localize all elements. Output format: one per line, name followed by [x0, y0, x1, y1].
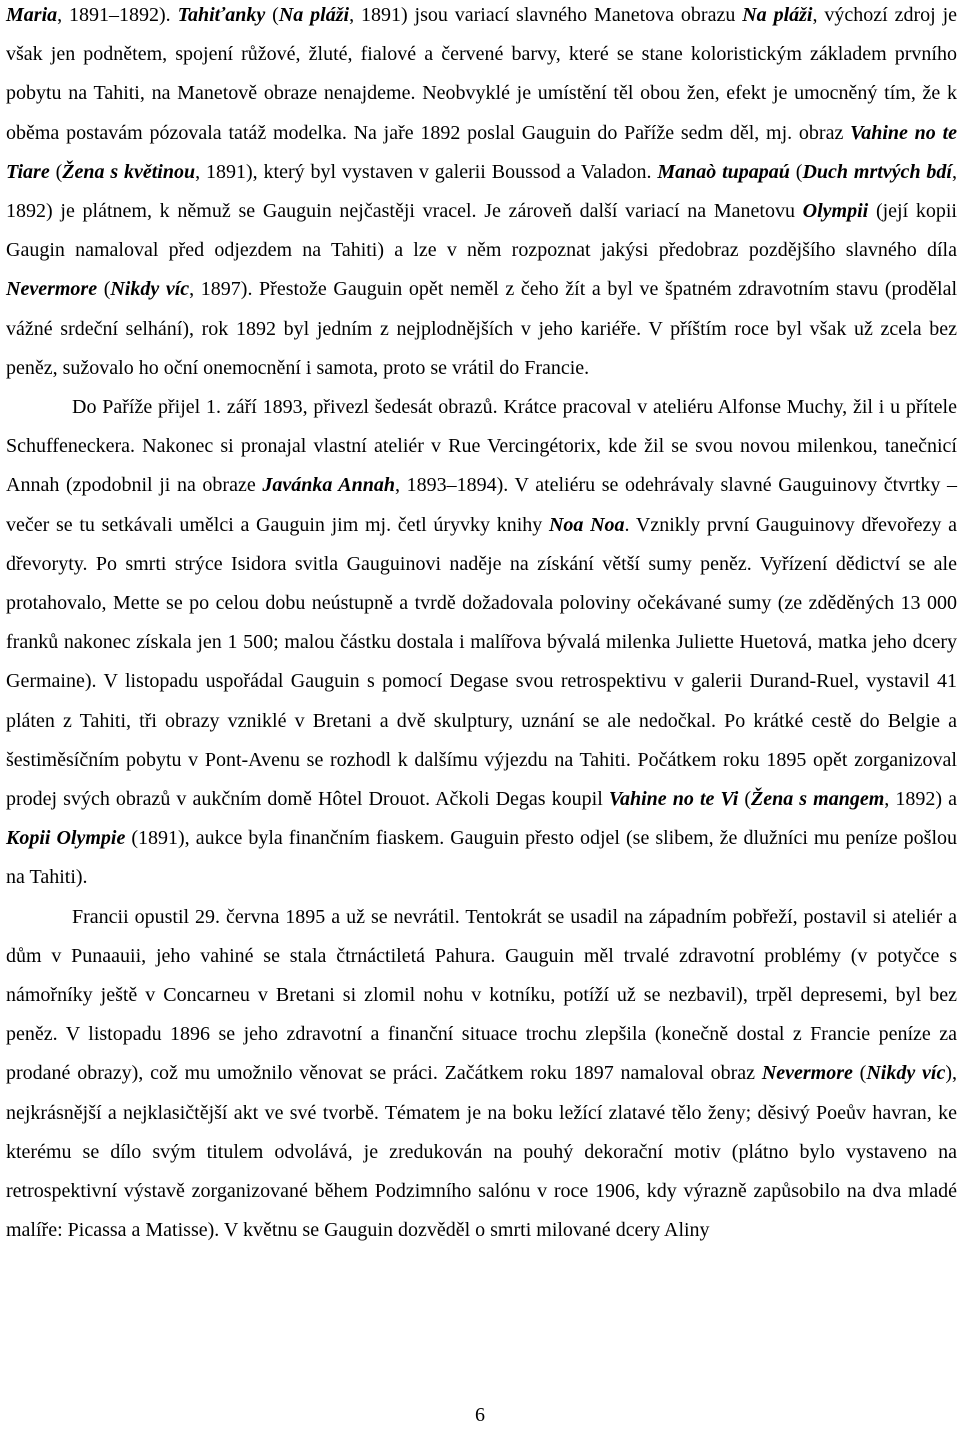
text-run: , výchozí zdroj je však jen podnětem, spojení růžové, žluté, fialové a červené barvy, které se stane koloristickým základem prvního pobytu na Tahiti, na Manetově obraze nenajdeme. Neobvyklé je umístění těl obou žen, efekt je umocněný tím, že k oběma postavám pózovala tatáž modelka. Na jaře 1892 poslal Gauguin do Paříže sedm děl, mj. obraz: [6, 4, 958, 144]
paragraph: [6, 388, 957, 898]
artwork-title: Na pláži: [278, 4, 350, 26]
text-run: , 1893–1894). V ateliéru se odehrávaly slavné Gauguinovy čtvrtky – večer se tu setkávali umělci a Gauguin jim mj. četl úryvky knihy: [6, 474, 957, 536]
artwork-title: Žena s květinou: [62, 160, 196, 183]
artwork-title: Nikdy víc: [110, 278, 190, 301]
text-run: Do Paříže přijel 1. září 1893, přivezl šedesát obrazů. Krátce pracoval v ateliéru Alfonse Muchy, žil i u přítele Schuffeneckera. Nakonec si pronajal vlastní ateliér v Rue Vercingétorix, kde žil se svou novou milenkou, tanečnicí Annah (zpodobnil ji na obraze: [6, 396, 957, 497]
text-run: ), nejkrásnější a nejklasičtější akt ve své tvorbě. Tématem je na boku ležící zlatavé tělo ženy; děsivý Poeův havran, ke kterému se dílo svým titulem odvolává, je zredukován na pouhý dekorační motiv (plátno bylo vystaveno na retrospektivní výstavě zorganizované během Podzimního salónu v roce 1906, kdy výrazně zapůsobilo na dva mladé malíře: Picassa a Matisse). V květnu se Gauguin dozvěděl o smrti milované dcery Aliny: [6, 1062, 957, 1242]
text-run: (: [49, 160, 63, 183]
text-run: (její kopii Gaugin namaloval před odjezdem na Tahiti) a lze v něm rozpoznat jakýsi předobraz pozdějšího slavného díla: [6, 200, 957, 262]
text-run: (: [738, 788, 751, 811]
artwork-title: Manaò tupapaú: [657, 160, 790, 183]
text-run: (: [97, 278, 111, 301]
text-run: , 1897). Přestože Gauguin opět neměl z čeho žít a byl ve špatném zdravotním stavu (prodělal vážné srdeční selhání), rok 1892 byl jedním z nejplodnějších v jeho kariéře. V příštím roce byl však už zcela bez peněz, sužovalo ho oční onemocnění i samota, proto se vrátil do Francie.: [6, 278, 958, 379]
artwork-title: Maria: [6, 4, 58, 26]
text-run: , 1891) jsou variací slavného Manetova obrazu: [349, 4, 743, 26]
artwork-title: Žena s mangem: [751, 788, 885, 811]
artwork-title: Olympii: [802, 200, 869, 223]
text-run: , 1891), který byl vystaven v galerii Boussod a Valadon.: [195, 160, 658, 183]
text-run: (: [852, 1062, 867, 1085]
artwork-title: Vahine no te Vi: [608, 788, 739, 811]
artwork-title: Duch mrtvých bdí: [802, 160, 952, 183]
text-run: . Vznikly první Gauguinovy dřevořezy a dřevoryty. Po smrti strýce Isidora svitla Gauguinovi naděje na získání větší sumy peněz. Vyřízení dědictví se ale protahovalo, Mette se po celou dobu neústupně a tvrdě dožadovala poloviny očekávané sumy (ze zděděných 13 000 franků nakonec získala jen 1 500; malou částku dostala i malířova bývalá milenka Juliette Huetová, matka jeho dcery Germaine). V listopadu uspořádal Gauguin s pomocí Degase svou retrospektivu v galerii Durand-Ruel, vystavil 41 pláten z Tahiti, tři obrazy vzniklé v Bretani a dvě skulptury, uznání se ale nedočkal. Po krátké cestě do Belgie a šestiměsíčním pobytu v Pont-Avenu se rozhodl k dalšímu výjezdu na Tahiti. Počátkem roku 1895 opět zorganizoval prodej svých obrazů v aukčním domě Hôtel Drouot. Ačkoli Degas koupil: [6, 513, 958, 811]
artwork-title: Nevermore: [6, 278, 98, 301]
body-text: [6, 0, 957, 1251]
artwork-title: Javánka Annah: [262, 474, 395, 497]
text-run: (: [789, 160, 803, 183]
artwork-title: Nevermore: [761, 1062, 853, 1085]
text-run: , 1892) je plátnem, k němuž se Gauguin nejčastěji vracel. Je zároveň další variací na Manetovu: [6, 160, 957, 223]
artwork-title: Kopii Olympie: [6, 827, 126, 850]
artwork-title: Tahiťanky: [177, 4, 266, 26]
page-number: 6: [475, 1404, 485, 1426]
text-run: , 1891–1892).: [57, 4, 178, 26]
artwork-title: Noa Noa: [548, 513, 625, 536]
artwork-title: Nikdy víc: [866, 1062, 946, 1085]
text-run: , 1892) a: [884, 788, 957, 811]
text-run: (1891), aukce byla finančním fiaskem. Gauguin přesto odjel (se slibem, že dlužníci mu peníze pošlou na Tahiti).: [6, 827, 957, 889]
paragraph: [6, 898, 957, 1251]
text-run: Francii opustil 29. června 1895 a už se nevrátil. Tentokrát se usadil na západním pobřeží, postavil si ateliér a dům v Punaauii, jeho vahiné se stala čtrnáctiletá Pahura. Gauguin měl trvalé zdravotní problémy (v potyčce s námořníky ještě v Concarneu v Bretani si zlomil nohu v kotníku, potíží už se nezbavil), trpěl depresemi, byl bez peněz. V listopadu 1896 se jeho zdravotní a finanční situace trochu zlepšila (konečně dostal z Francie peníze za prodané obrazy), což mu umožnilo věnovat se práci. Začátkem roku 1897 namaloval obraz: [6, 905, 957, 1085]
paragraph: [6, 0, 957, 388]
artwork-title: Vahine no te Tiare: [6, 121, 957, 183]
text-run: (: [265, 4, 279, 26]
artwork-title: Na pláži: [742, 4, 813, 26]
